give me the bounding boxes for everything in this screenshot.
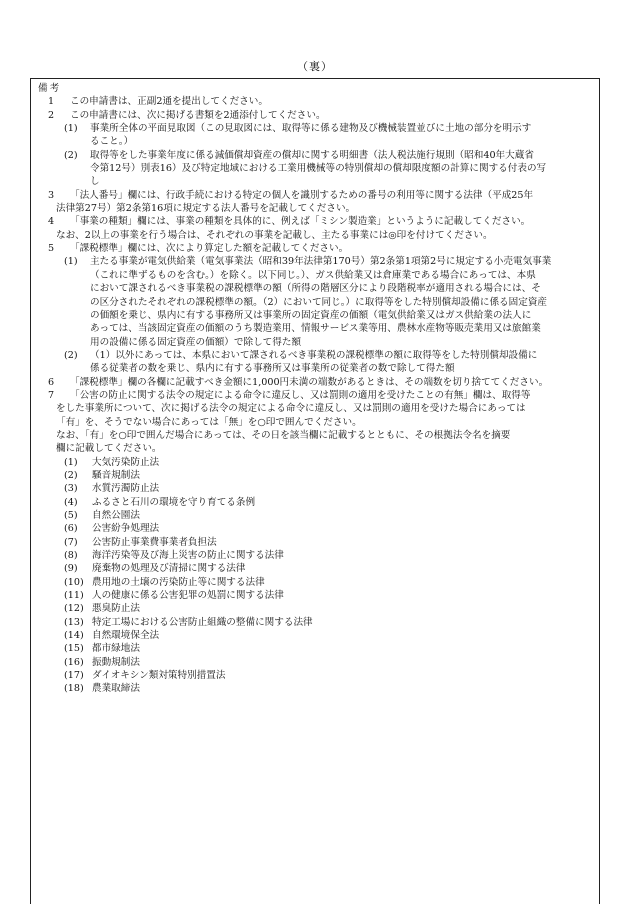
law-item — [38, 576, 591, 589]
note-line — [38, 442, 591, 455]
note-text: をした事業所について、次に掲げる法令の規定による命令に違反し、又は罰則の適用を受けた場合にあっては — [56, 403, 526, 415]
note-line — [38, 362, 591, 375]
note-line — [38, 389, 591, 402]
note-line — [38, 202, 591, 215]
note-text: し — [90, 176, 100, 188]
law-item — [38, 549, 591, 562]
note-line — [38, 282, 591, 295]
note-number: 6 — [48, 376, 55, 388]
law-name: 廃棄物の処理及び清掃に関する法律 — [92, 563, 246, 575]
note-number: 4 — [48, 216, 55, 228]
note-line — [38, 429, 591, 442]
law-name: 水質汚濁防止法 — [92, 483, 160, 495]
law-number: (9) — [64, 563, 78, 575]
note-line — [38, 309, 591, 322]
law-number: (10) — [64, 576, 84, 588]
law-number: (7) — [64, 536, 78, 548]
law-item — [38, 642, 591, 655]
law-number: (6) — [64, 523, 78, 535]
note-line — [38, 242, 591, 255]
notes-list — [38, 95, 591, 455]
note-text: 「事業の種類」欄には、事業の種類を具体的に、例えば「ミシン製造業」というように記載してください。 — [70, 216, 531, 228]
note-number: 3 — [48, 189, 55, 201]
law-item — [38, 656, 591, 669]
law-number: (8) — [64, 550, 78, 562]
law-name: 自然公園法 — [92, 510, 140, 521]
note-text: の価額を乗じ、県内に有する事務所又は事業所の固定資産の価額（電気供給業又はガス供給業の法人に — [90, 309, 532, 321]
law-name: 農用地の土壌の汚染防止等に関する法律 — [92, 576, 265, 588]
law-name: ダイオキシン類対策特別措置法 — [92, 670, 226, 682]
law-item — [38, 616, 591, 629]
law-name: 海洋汚染等及び海上災害の防止に関する法律 — [92, 550, 284, 562]
note-text: の区分されたそれぞれの課税標準の額。（2）において同じ。）に取得等をした特別償却設備に係る固定資産 — [90, 296, 548, 308]
page-side-label: （裏） — [297, 60, 333, 73]
law-name: 大気汚染防止法 — [92, 456, 160, 468]
notes-heading: 備考 — [38, 83, 62, 94]
note-text: 事業所全体の平面見取図（この見取図には、取得等に係る建物及び機械装置並びに土地の部分を明示す — [90, 123, 532, 135]
law-item — [38, 682, 591, 695]
law-item — [38, 496, 591, 509]
note-number: (1) — [64, 123, 78, 135]
law-number: (2) — [64, 469, 78, 481]
note-text: 「課税標準」欄の各欄に記載すべき金額に1,000円未満の端数があるときは、その端数を切り捨ててください。 — [70, 376, 549, 388]
law-number: (17) — [64, 670, 84, 682]
note-line — [38, 296, 591, 309]
note-text: なお、2以上の事業を行う場合は、それぞれの事業を記載し、主たる事業には◎印を付けてください。 — [56, 229, 493, 241]
note-text: 法律第27号）第2条第16項に規定する法人番号を記載してください。 — [56, 203, 356, 215]
note-line — [38, 149, 591, 162]
law-item — [38, 669, 591, 682]
note-text: 係る従業者の数を乗じ、県内に有する事務所又は事業所の従業者の数で除して得た額 — [90, 363, 455, 375]
note-text: あっては、当該固定資産の価額のうち製造業用、情報サービス業等用、農林水産物等販売業用又は旅館業 — [90, 323, 541, 335]
law-item — [38, 629, 591, 642]
note-line — [38, 376, 591, 389]
note-line — [38, 189, 591, 202]
note-number: 1 — [48, 96, 55, 108]
notes-section — [30, 78, 600, 904]
note-text: 「有」を、そうでない場合にあっては「無」を○印で囲んでください。 — [56, 416, 362, 428]
note-line — [38, 215, 591, 228]
note-number: (2) — [64, 149, 78, 161]
note-line — [38, 109, 591, 122]
law-number: (18) — [64, 683, 84, 695]
note-text: 令第12号）別表16）及び特定地域における工業用機械等の特別償却の償却限度額の計算に関する付表の写 — [90, 163, 547, 175]
law-item — [38, 509, 591, 522]
law-number: (15) — [64, 643, 84, 655]
note-text: 取得等をした事業年度に係る減価償却資産の償却に関する明細書（法人税法施行規則（昭和40年大蔵省 — [90, 149, 534, 161]
law-item — [38, 522, 591, 535]
note-text: 「課税標準」欄には、次により算定した額を記載してください。 — [70, 243, 349, 255]
law-number: (11) — [64, 590, 84, 602]
note-text: 「公害の防止に関する法令の規定による命令に違反し、又は罰則の適用を受けたことの有無」欄は、取得等 — [70, 389, 531, 401]
law-number: (12) — [64, 603, 84, 615]
note-line — [38, 416, 591, 429]
note-text: （1）以外にあっては、本県において課されるべき事業税の課税標準の額に取得等をした特別償却設備に — [90, 349, 538, 361]
note-line — [38, 349, 591, 362]
note-text: この申請書は、正副2通を提出してください。 — [70, 96, 268, 108]
note-line — [38, 255, 591, 268]
law-item — [38, 482, 591, 495]
note-text: において課されるべき事業税の課税標準の額（所得の階層区分により段階税率が適用される場合には、そ — [90, 283, 541, 295]
law-item — [38, 602, 591, 615]
note-line — [38, 336, 591, 349]
note-line — [38, 95, 591, 108]
note-text: 欄に記載してください。 — [56, 443, 162, 455]
law-name: 公害防止事業費事業者負担法 — [92, 536, 217, 548]
note-line — [38, 402, 591, 415]
law-number: (13) — [64, 616, 84, 628]
law-name: 都市緑地法 — [92, 643, 140, 655]
note-text: この申請書には、次に掲げる書類を2通添付してください。 — [70, 109, 326, 121]
note-line — [38, 229, 591, 242]
law-number: (5) — [64, 510, 78, 521]
law-name: 特定工場における公害防止組織の整備に関する法律 — [92, 616, 313, 628]
law-item — [38, 469, 591, 482]
law-name: ふるさと石川の環境を守り育てる条例 — [92, 496, 256, 508]
note-text: 用の設備に係る固定資産の価額）で除して得た額 — [90, 336, 302, 348]
law-name: 人の健康に係る公害犯罪の処罰に関する法律 — [92, 590, 284, 602]
note-number: 7 — [48, 389, 55, 401]
law-name: 騒音規制法 — [92, 469, 140, 481]
law-name: 自然環境保全法 — [92, 630, 160, 642]
law-list — [38, 456, 591, 696]
law-number: (16) — [64, 656, 84, 668]
note-text: 主たる事業が電気供給業（電気事業法（昭和39年法律第170号）第2条第1項第2号に規定する小売電気事業 — [90, 256, 552, 268]
law-name: 公害紛争処理法 — [92, 523, 160, 535]
law-name: 悪臭防止法 — [92, 603, 140, 615]
law-number: (1) — [64, 456, 78, 468]
law-item — [38, 589, 591, 602]
note-text: なお、「有」を○印で囲んだ場合にあっては、その日を該当欄に記載するとともに、その根拠法令名を摘要 — [56, 429, 511, 441]
note-line — [38, 122, 591, 135]
note-line — [38, 135, 591, 148]
note-number: (1) — [64, 256, 78, 268]
note-number: 2 — [48, 109, 55, 121]
law-number: (14) — [64, 630, 84, 642]
law-item — [38, 536, 591, 549]
note-number: 5 — [48, 243, 55, 255]
law-number: (3) — [64, 483, 78, 495]
note-number: (2) — [64, 349, 78, 361]
note-line — [38, 175, 591, 188]
law-name: 農業取締法 — [92, 683, 140, 695]
note-line — [38, 162, 591, 175]
note-text: 「法人番号」欄には、行政手続における特定の個人を識別するための番号の利用等に関する法律（平成25年 — [70, 189, 534, 201]
note-line — [38, 322, 591, 335]
note-text: （これに準ずるものを含む。）を除く。以下同じ。）、ガス供給業又は倉庫業である場合にあっては、本県 — [90, 269, 536, 281]
law-item — [38, 456, 591, 469]
law-name: 振動規制法 — [92, 656, 140, 668]
law-number: (4) — [64, 496, 78, 508]
note-line — [38, 269, 591, 282]
note-text: ること。） — [90, 136, 134, 148]
law-item — [38, 562, 591, 575]
